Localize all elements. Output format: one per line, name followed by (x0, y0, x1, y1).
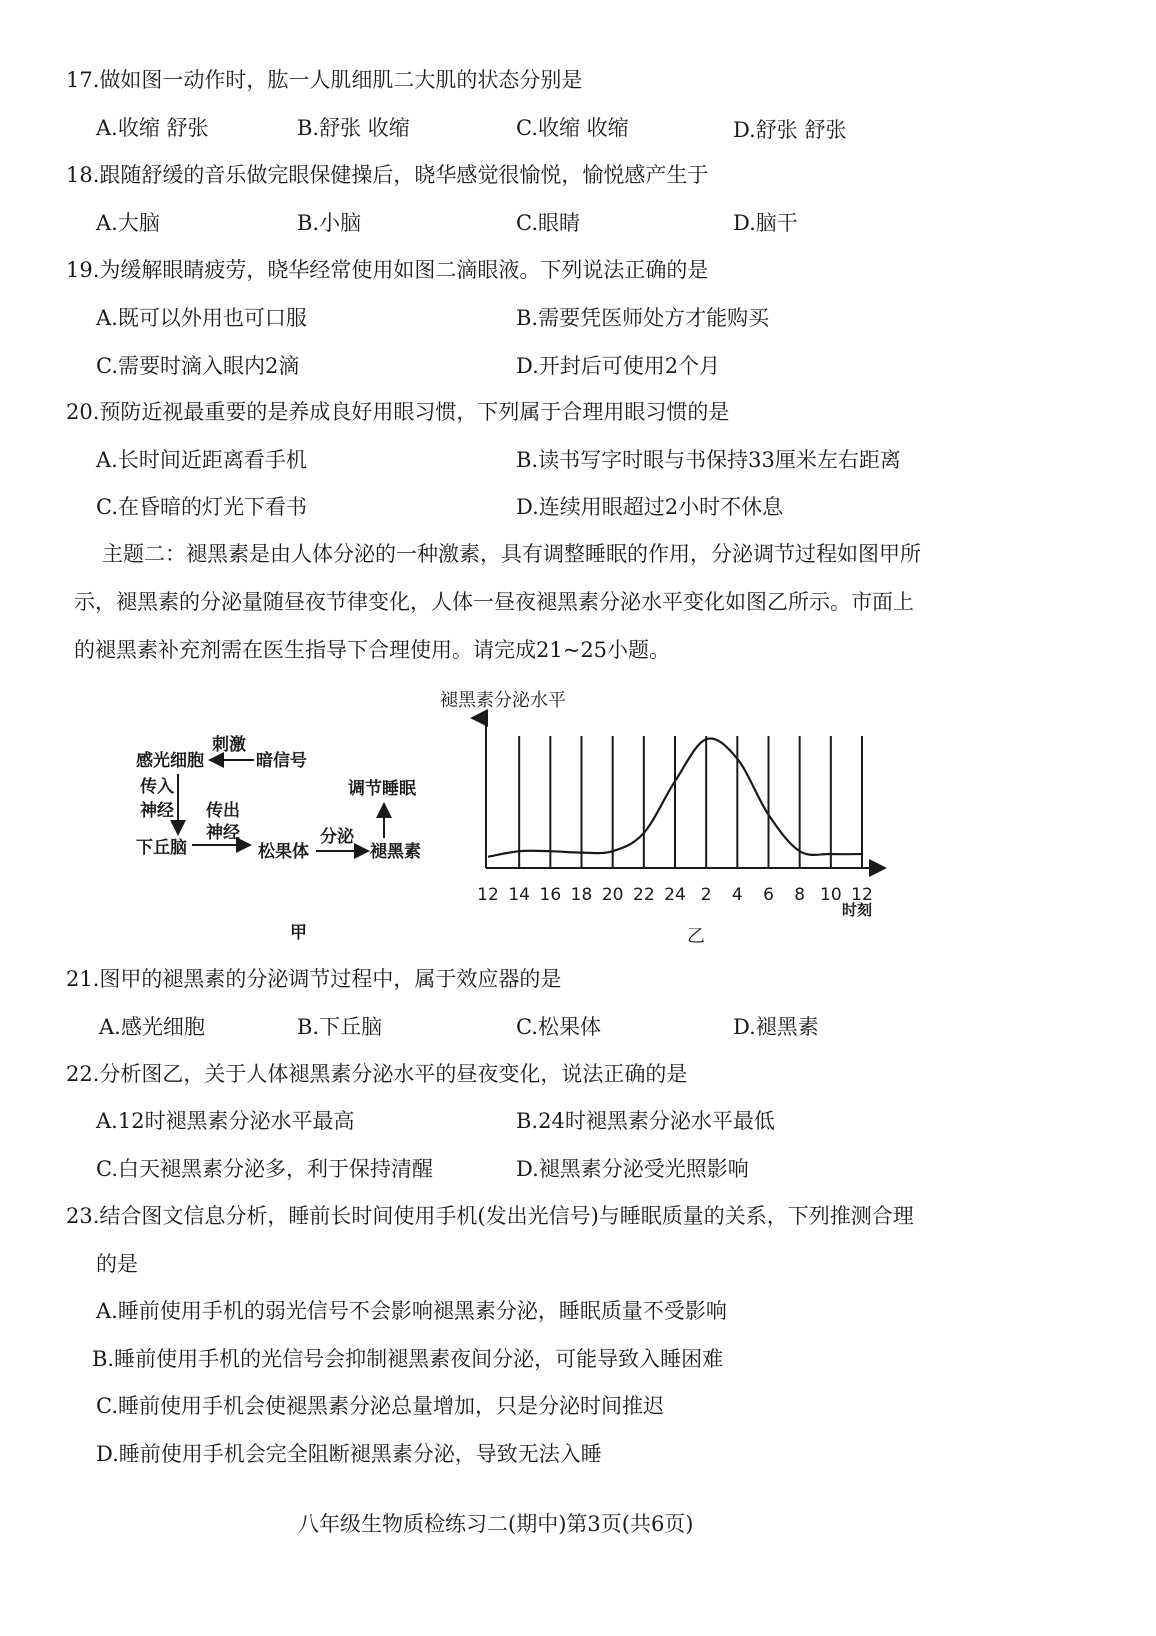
edge-efferent-label-1: 传出 (206, 801, 240, 821)
chart-yi (430, 680, 900, 950)
question-23-stem: 23.结合图文信息分析，睡前长时间使用手机(发出光信号)与睡眠质量的关系，下列推测合理 (66, 1204, 914, 1228)
x-tick-label: 12 (851, 885, 873, 905)
edge-secrete-label: 分泌 (320, 827, 354, 847)
question-20-option-d[interactable]: D.连续用眼超过2小时不休息 (516, 495, 784, 519)
question-17-stem: 17.做如图一动作时，肱一人肌细肌二大肌的状态分别是 (66, 68, 583, 92)
edge-afferent-label-1: 传入 (140, 777, 174, 797)
question-22-option-a[interactable]: A.12时褪黑素分泌水平最高 (96, 1109, 355, 1133)
question-19-option-b[interactable]: B.需要凭医师处方才能购买 (516, 306, 770, 330)
x-tick-label: 6 (763, 885, 774, 905)
node-pineal: 松果体 (258, 842, 309, 862)
question-20-option-c[interactable]: C.在昏暗的灯光下看书 (96, 495, 307, 519)
question-18-option-d[interactable]: D.脑干 (733, 211, 798, 235)
x-tick-label: 16 (539, 885, 562, 905)
question-20-stem: 20.预防近视最重要的是养成良好用眼习惯，下列属于合理用眼习惯的是 (66, 400, 730, 424)
question-23-stem-cont: 的是 (96, 1252, 138, 1276)
x-tick-label: 14 (508, 885, 530, 905)
x-tick-label: 2 (700, 885, 712, 905)
question-21-option-b[interactable]: B.下丘脑 (297, 1015, 383, 1039)
question-19-option-a[interactable]: A.既可以外用也可口服 (96, 306, 307, 330)
question-23-option-b[interactable]: B.睡前使用手机的光信号会抑制褪黑素夜间分泌，可能导致入睡困难 (92, 1347, 724, 1371)
question-17-option-d[interactable]: D.舒张 舒张 (733, 118, 847, 142)
theme2-line-1: 主题二：褪黑素是由人体分泌的一种激素，具有调整睡眠的作用，分泌调节过程如图甲所 (102, 542, 921, 566)
question-18-option-b[interactable]: B.小脑 (297, 211, 362, 235)
question-22-stem: 22.分析图乙，关于人体褪黑素分泌水平的昼夜变化，说法正确的是 (66, 1062, 688, 1086)
theme2-line-2: 示，褪黑素的分泌量随昼夜节律变化，人体一昼夜褪黑素分泌水平变化如图乙所示。市面上 (74, 590, 914, 614)
x-tick-label: 8 (794, 885, 806, 905)
question-19-stem: 19.为缓解眼睛疲劳，晓华经常使用如图二滴眼液。下列说法正确的是 (66, 258, 709, 282)
x-tick-label: 18 (570, 885, 593, 905)
question-17-option-c[interactable]: C.收缩 收缩 (516, 116, 629, 140)
question-21-option-d[interactable]: D.褪黑素 (733, 1015, 819, 1039)
question-22-option-b[interactable]: B.24时褪黑素分泌水平最低 (516, 1109, 775, 1133)
question-21-option-a[interactable]: A.感光细胞 (99, 1015, 205, 1039)
x-tick-label: 22 (633, 885, 655, 905)
question-22-option-d[interactable]: D.褪黑素分泌受光照影响 (516, 1157, 749, 1181)
question-20-option-a[interactable]: A.长时间近距离看手机 (96, 448, 307, 472)
diagram-jia (120, 720, 450, 950)
x-tick-label: 10 (820, 885, 842, 905)
edge-afferent-label-2: 神经 (140, 801, 174, 821)
diagram-jia-caption: 甲 (290, 923, 307, 943)
chart-caption: 乙 (687, 926, 705, 947)
question-23-option-a[interactable]: A.睡前使用手机的弱光信号不会影响褪黑素分泌，睡眠质量不受影响 (96, 1299, 727, 1323)
question-18-option-c[interactable]: C.眼睛 (516, 211, 580, 235)
question-21-option-c[interactable]: C.松果体 (516, 1015, 601, 1039)
question-19-option-c[interactable]: C.需要时滴入眼内2滴 (96, 354, 300, 378)
question-18-stem: 18.跟随舒缓的音乐做完眼保健操后，晓华感觉很愉悦，愉悦感产生于 (66, 163, 709, 187)
question-17-option-b[interactable]: B.舒张 收缩 (297, 116, 410, 140)
edge-efferent-label-2: 神经 (206, 823, 240, 843)
question-18-option-a[interactable]: A.大脑 (96, 211, 160, 235)
node-regulate-sleep: 调节睡眠 (348, 779, 416, 799)
question-23-option-c[interactable]: C.睡前使用手机会使褪黑素分泌总量增加，只是分泌时间推迟 (96, 1394, 664, 1418)
theme2-line-3: 的褪黑素补充剂需在医生指导下合理使用。请完成21~25小题。 (74, 638, 671, 662)
question-23-option-d[interactable]: D.睡前使用手机会完全阻断褪黑素分泌，导致无法入睡 (96, 1442, 602, 1466)
x-tick-label: 20 (601, 885, 624, 905)
chart-xlabel: 时刻 (842, 901, 873, 919)
question-19-option-d[interactable]: D.开封后可使用2个月 (516, 354, 721, 378)
node-melatonin: 褪黑素 (370, 842, 421, 862)
x-tick-label: 4 (731, 885, 743, 905)
node-sensor-cell: 感光细胞 (136, 751, 204, 771)
question-22-option-c[interactable]: C.白天褪黑素分泌多，利于保持清醒 (96, 1157, 433, 1181)
question-17-option-a[interactable]: A.收缩 舒张 (96, 116, 209, 140)
node-dark-signal: 暗信号 (256, 751, 307, 771)
question-21-stem: 21.图甲的褪黑素的分泌调节过程中，属于效应器的是 (66, 967, 562, 991)
edge-stimulate-label: 刺激 (212, 735, 246, 755)
question-20-option-b[interactable]: B.读书写字时眼与书保持33厘米左右距离 (516, 448, 901, 472)
x-tick-label: 12 (477, 885, 499, 905)
node-hypothalamus: 下丘脑 (136, 838, 187, 858)
x-tick-label: 24 (664, 885, 686, 905)
chart-ylabel: 褪黑素分泌水平 (440, 690, 566, 711)
page-footer: 八年级生物质检练习二(期中)第3页(共6页) (298, 1512, 694, 1536)
